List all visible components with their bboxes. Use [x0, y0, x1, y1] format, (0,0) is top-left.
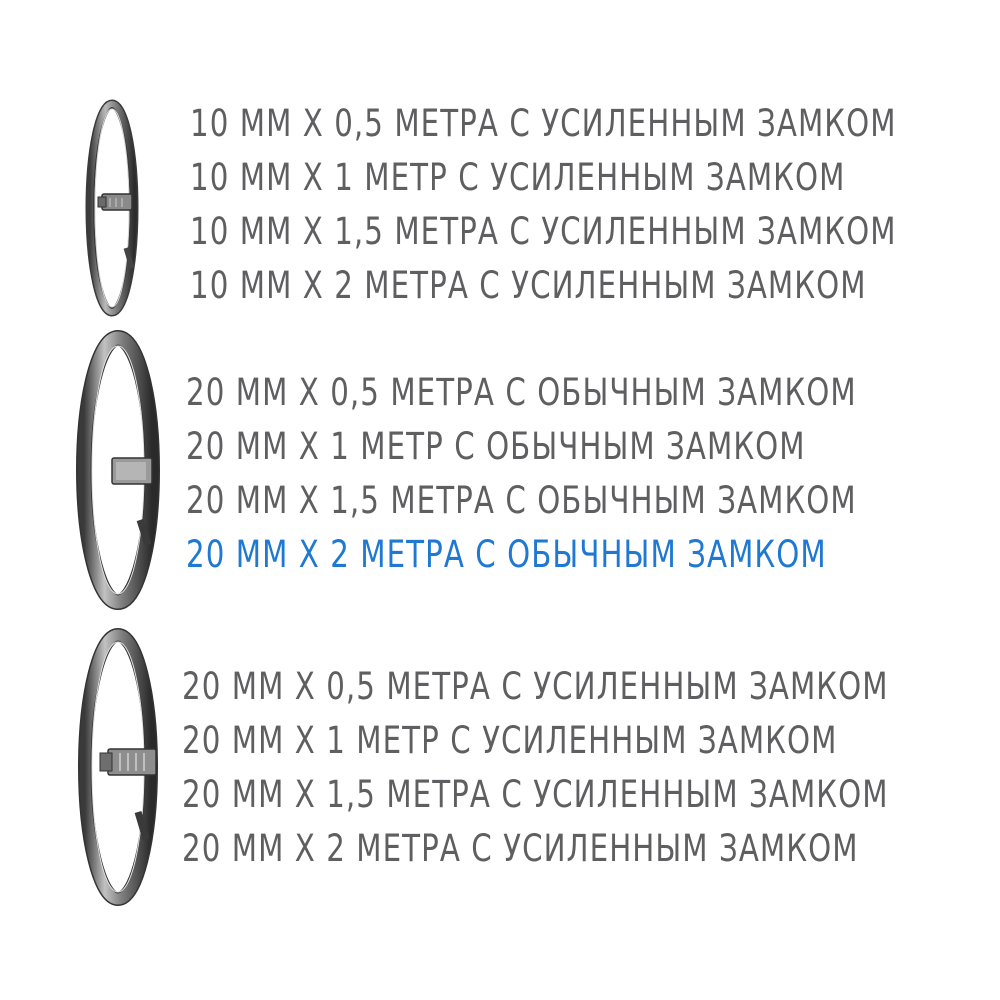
- wide-steel-band-clamp-standard-lock-icon: [68, 330, 168, 610]
- product-group-10mm-reinforced: [0, 90, 1000, 320]
- product-size-item: 20 ММ Х 2 МЕТРА С УСИЛЕННЫМ ЗАМКОМ: [182, 827, 859, 870]
- product-size-item: 20 ММ Х 0,5 МЕТРА С УСИЛЕННЫМ ЗАМКОМ: [182, 665, 889, 708]
- product-size-list: [190, 97, 993, 313]
- product-size-item: 10 ММ Х 2 МЕТРА С УСИЛЕННЫМ ЗАМКОМ: [190, 264, 867, 307]
- product-size-list: [182, 660, 985, 876]
- narrow-steel-band-clamp-reinforced-lock-icon: [70, 98, 150, 318]
- product-size-list: [186, 366, 948, 582]
- product-group-20mm-standard: [0, 325, 1000, 615]
- product-size-item: 20 ММ Х 1 МЕТР С УСИЛЕННЫМ ЗАМКОМ: [182, 719, 838, 762]
- product-size-item: 20 ММ Х 1 МЕТР С ОБЫЧНЫМ ЗАМКОМ: [186, 425, 806, 468]
- product-size-item: 20 ММ Х 1,5 МЕТРА С УСИЛЕННЫМ ЗАМКОМ: [182, 773, 889, 816]
- product-size-item: 20 ММ Х 2 МЕТРА С ОБЫЧНЫМ ЗАМКОМ: [186, 533, 827, 576]
- product-size-item: 20 ММ Х 0,5 МЕТРА С ОБЫЧНЫМ ЗАМКОМ: [186, 371, 857, 414]
- product-size-item: 10 ММ Х 1 МЕТР С УСИЛЕННЫМ ЗАМКОМ: [190, 156, 846, 199]
- product-size-item: 10 ММ Х 0,5 МЕТРА С УСИЛЕННЫМ ЗАМКОМ: [190, 102, 897, 145]
- product-size-item: 20 ММ Х 1,5 МЕТРА С ОБЫЧНЫМ ЗАМКОМ: [186, 479, 857, 522]
- product-group-20mm-reinforced: [0, 622, 1000, 912]
- product-size-item: 10 ММ Х 1,5 МЕТРА С УСИЛЕННЫМ ЗАМКОМ: [190, 210, 897, 253]
- wide-steel-band-clamp-reinforced-lock-icon: [68, 627, 168, 907]
